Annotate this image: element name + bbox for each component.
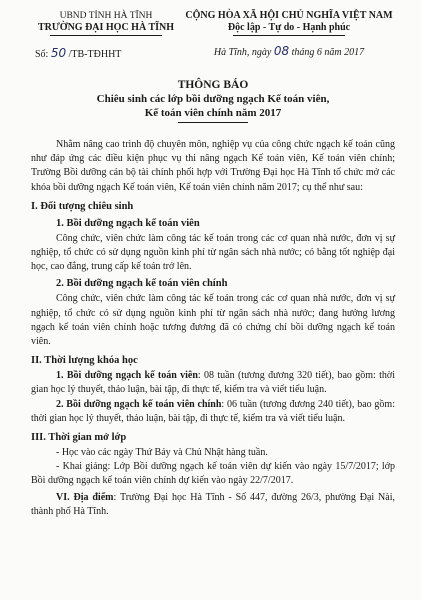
section-4	[31, 491, 395, 519]
issuer-block	[31, 10, 181, 60]
issue-date	[183, 45, 395, 59]
date-day-handwritten: 08	[273, 44, 290, 58]
section-2-item1-title: 1. Bồi dưỡng ngạch kế toán viên	[56, 370, 198, 382]
motto-underline	[233, 35, 345, 36]
doc-number-prefix: Số:	[35, 49, 49, 60]
republic-name: CỘNG HÒA XÃ HỘI CHỦ NGHĨA VIỆT NAM	[185, 10, 393, 21]
date-suffix: tháng 6 năm 2017	[291, 47, 365, 58]
document-header	[31, 10, 395, 60]
section-2-heading: II. Thời lượng khóa học	[31, 355, 138, 367]
doc-number-handwritten: 50	[50, 46, 67, 60]
doc-number	[31, 46, 181, 60]
section-1-heading: I. Đối tượng chiêu sinh	[31, 200, 134, 212]
doc-number-suffix: /TB-TĐHHT	[68, 49, 122, 60]
section-4-text: : Trường Đại học Hà Tĩnh - Số 447, đường 26/3, phường Đại Nài, thành phố Hà Tĩnh.	[31, 491, 395, 517]
section-3-heading: III. Thời gian mở lớp	[31, 432, 127, 444]
org-name: TRƯỜNG ĐẠI HỌC HÀ TĨNH	[37, 22, 175, 33]
org-underline	[50, 35, 162, 36]
date-prefix: Hà Tĩnh, ngày	[213, 47, 272, 58]
section-1-sub2-heading: 2. Bồi dưỡng ngạch kế toán viên chính	[56, 278, 228, 290]
section-2-item1	[31, 369, 395, 397]
section-3-line1: - Học vào các ngày Thứ Bảy và Chủ Nhật hàng tuần.	[56, 447, 268, 459]
notice-title: THÔNG BÁO	[177, 79, 249, 91]
section-2-item2-text: : 06 tuần (tương đương 240 tiết), bao gồm: thời gian học lý thuyết, thảo luận, bài tập, đi thực tế, kiểm tra và viết tiểu luận.	[31, 398, 395, 424]
section-2-item1-text: : 08 tuần (tương đương 320 tiết), bao gồm: thời gian học lý thuyết, thảo luận, bài tập, đi thực tế, kiểm tra và viết tiểu luận.	[31, 370, 395, 396]
national-block	[183, 10, 395, 60]
notice-subject-line1: Chiêu sinh các lớp bồi dưỡng ngạch Kế toán viên,	[96, 93, 330, 105]
section-3-line2: - Khai giảng: Lớp Bồi dưỡng ngạch kế toán viên dự kiến vào ngày 15/7/2017; lớp Bồi dưỡng ngạch kế toán viên chính dự kiến vào ngày 22/7/2017.	[31, 461, 395, 487]
section-4-heading: VI. Địa điểm	[56, 491, 114, 503]
section-1-sub1-text: Công chức, viên chức làm công tác kế toán trong các cơ quan nhà nước, đơn vị sự nghiệp, tổ chức có sử dụng nguồn kinh phí từ ngân sách nhà nước; có bằng tốt nghiệp đại học, cao đẳng, trung cấp kế toán trở lên.	[31, 232, 395, 273]
intro-paragraph: Nhằm nâng cao trình độ chuyên môn, nghiệp vụ của công chức ngạch kế toán cũng như đáp ứng các điều kiện phục vụ thi nâng ngạch Kế toán viên, Kế toán viên chính; Trường Bồi dưỡng cán bộ tài chính phối hợp với Trường Đại học Hà Tĩnh tổ chức mở các khóa bồi dưỡng ngạch Kế toán viên, Kế toán viên chính năm 2017; cụ thể như sau:	[31, 139, 395, 193]
title-underline	[178, 122, 248, 123]
org-parent: UBND TỈNH HÀ TĨNH	[59, 11, 153, 21]
section-1-sub2-text: Công chức, viên chức làm công tác kế toán trong các cơ quan nhà nước, đơn vị sự nghiệp, tổ chức có sử dụng nguồn kinh phí từ ngân sách nhà nước; đang hưởng lương ngạch kế toán viên chính hoặc tương đương đã có chứng chỉ bồi dưỡng ngạch kế toán viên.	[31, 293, 395, 348]
section-2-item2-title: 2. Bồi dưỡng ngạch kế toán viên chính	[56, 398, 222, 410]
national-motto: Độc lập - Tự do - Hạnh phúc	[227, 22, 351, 33]
section-2-item2	[31, 398, 395, 426]
notice-subject-line2: Kế toán viên chính năm 2017	[144, 107, 282, 119]
section-1-sub1-heading: 1. Bồi dưỡng ngạch kế toán viên	[56, 217, 200, 229]
